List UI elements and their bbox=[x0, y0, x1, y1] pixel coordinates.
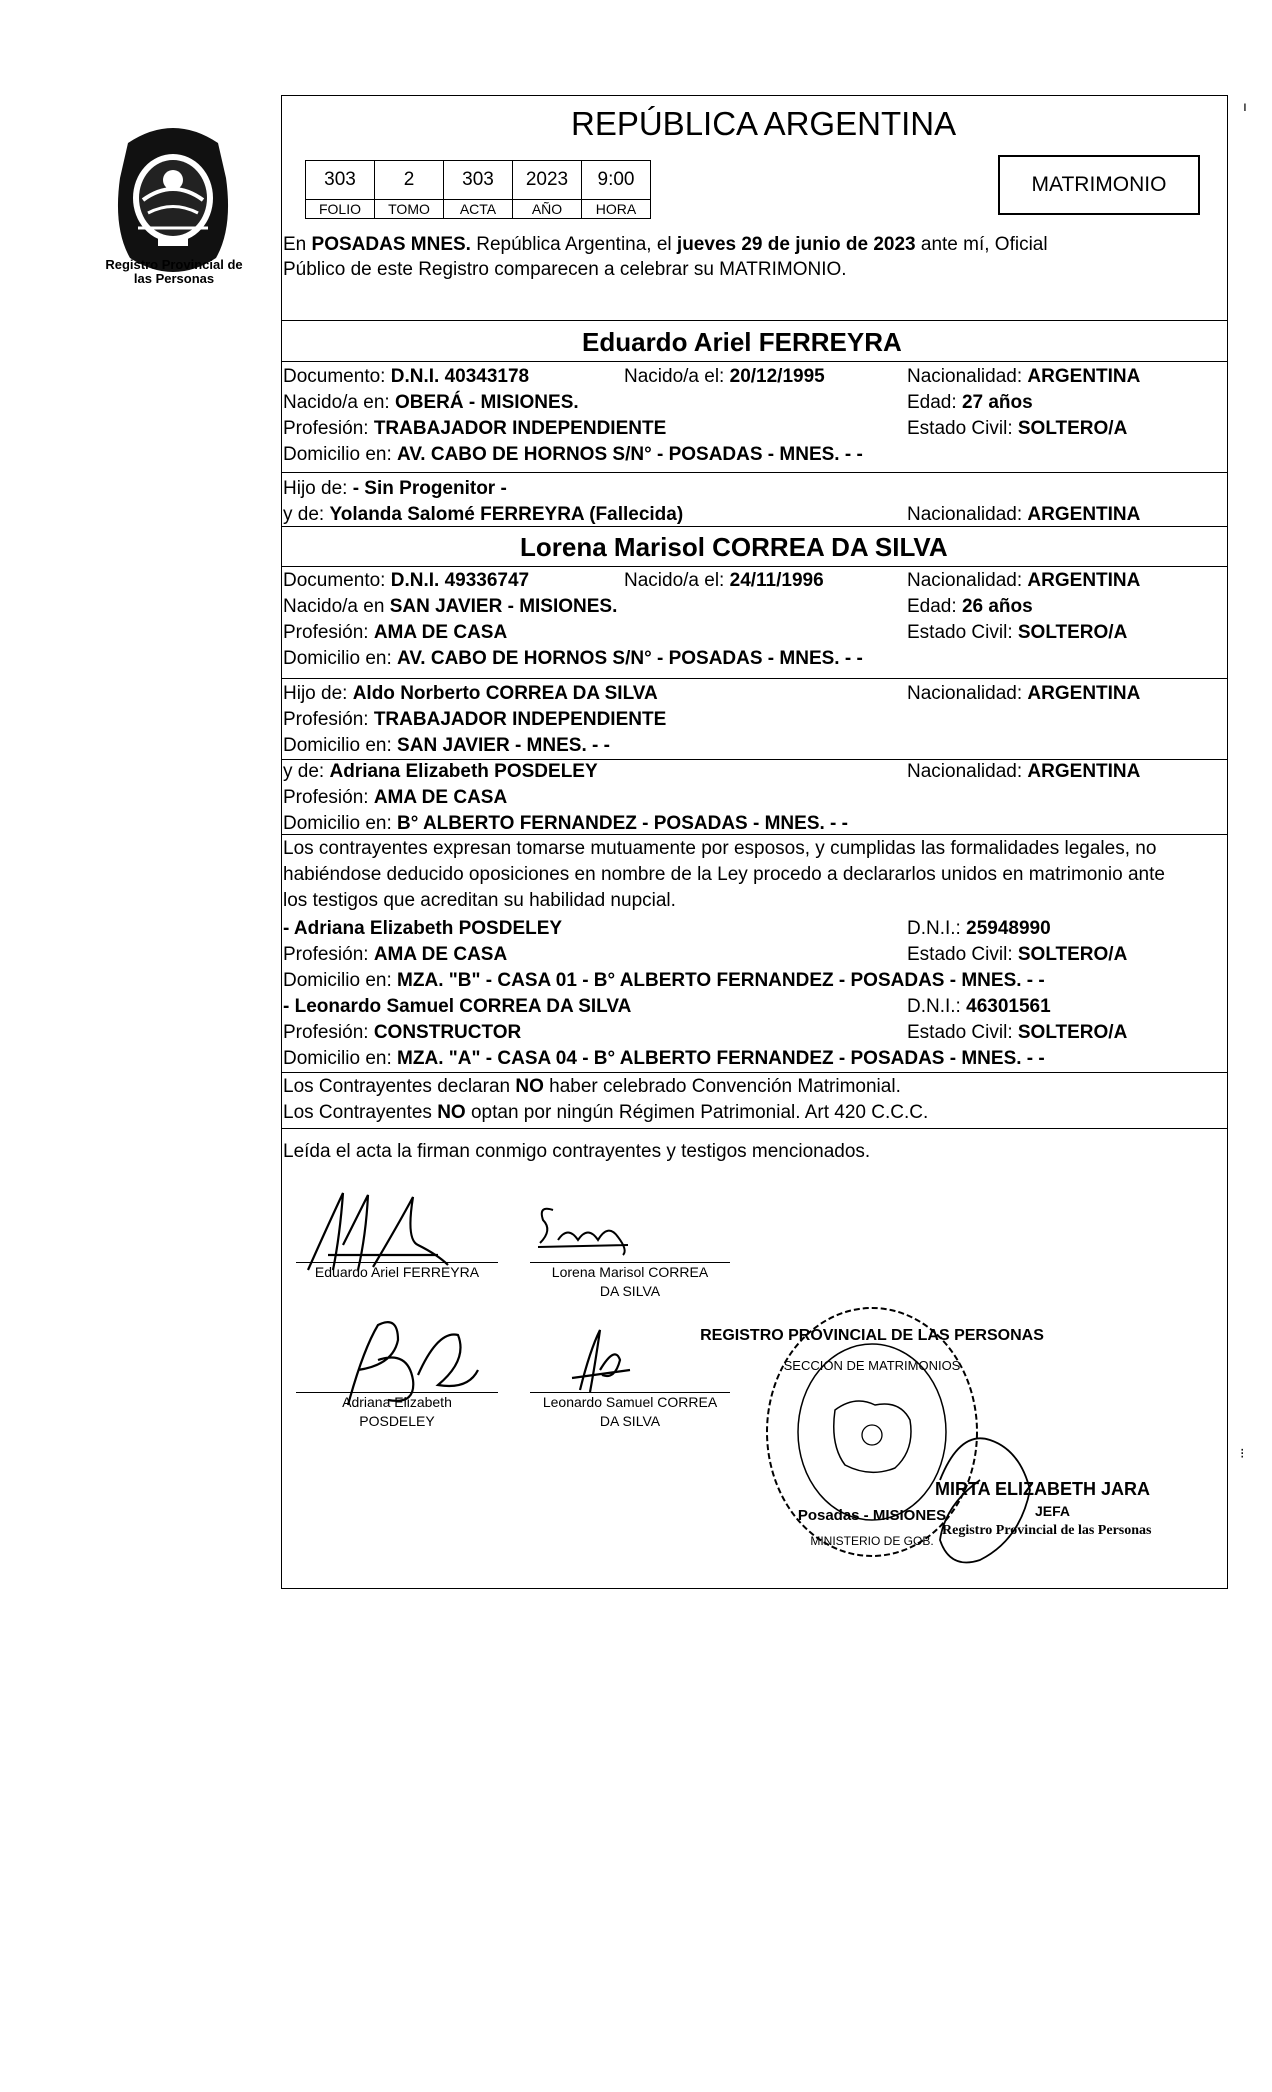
clause-convention: Los Contrayentes declaran NO haber celebrado Convención Matrimonial. bbox=[283, 1076, 901, 1097]
record-type-box: MATRIMONIO bbox=[998, 155, 1200, 215]
tomo-label: TOMO bbox=[375, 200, 444, 219]
stamp-bottom-text: Posadas - MISIONES bbox=[797, 1507, 947, 1524]
scan-mark: ı bbox=[1243, 98, 1247, 114]
groom-name: Eduardo Ariel FERREYRA bbox=[582, 327, 902, 357]
witness-2-civil-status: Estado Civil: SOLTERO/A bbox=[907, 1022, 1128, 1043]
folio-value: 303 bbox=[306, 161, 375, 200]
registry-table bbox=[305, 160, 651, 219]
witness-1-civil-status: Estado Civil: SOLTERO/A bbox=[907, 944, 1128, 965]
groom-mother: y de: Yolanda Salomé FERREYRA (Fallecida) bbox=[283, 504, 684, 525]
anio-label: AÑO bbox=[513, 200, 582, 219]
divider bbox=[281, 526, 1228, 527]
groom-civil-status: Estado Civil: SOLTERO/A bbox=[907, 418, 1128, 439]
bride-nationality: Nacionalidad: ARGENTINA bbox=[907, 570, 1141, 591]
stamp-inner-text: SECCION DE MATRIMONIOS bbox=[783, 1358, 961, 1373]
bride-father-profession: Profesión: TRABAJADOR INDEPENDIENTE bbox=[283, 709, 667, 730]
acta-value: 303 bbox=[444, 161, 513, 200]
divider bbox=[281, 566, 1228, 567]
bride-mother-nationality: Nacionalidad: ARGENTINA bbox=[907, 761, 1141, 782]
witness-2-address: Domicilio en: MZA. "A" - CASA 04 - B° ALBERTO FERNANDEZ - POSADAS - MNES. - - bbox=[283, 1048, 1045, 1069]
witness-1-signature-caption: Adriana Elizabeth POSDELEY bbox=[342, 1394, 452, 1429]
bride-father: Hijo de: Aldo Norberto CORREA DA SILVA bbox=[283, 683, 658, 704]
witness-2-name: - Leonardo Samuel CORREA DA SILVA bbox=[283, 996, 632, 1017]
witness-1-dni: D.N.I.: 25948990 bbox=[907, 918, 1051, 939]
witness-2-profession: Profesión: CONSTRUCTOR bbox=[283, 1022, 522, 1043]
bride-father-nationality: Nacionalidad: ARGENTINA bbox=[907, 683, 1141, 704]
folio-label: FOLIO bbox=[306, 200, 375, 219]
divider bbox=[281, 1128, 1228, 1129]
groom-address: Domicilio en: AV. CABO DE HORNOS S/N° - POSADAS - MNES. - - bbox=[283, 444, 863, 465]
tomo-value: 2 bbox=[375, 161, 444, 200]
declaration-line-3: los testigos que acreditan su habilidad nupcial. bbox=[283, 890, 676, 911]
bride-civil-status: Estado Civil: SOLTERO/A bbox=[907, 622, 1128, 643]
official-title: JEFA bbox=[1035, 1503, 1071, 1519]
bride-signature bbox=[528, 1195, 648, 1265]
groom-mother-nationality: Nacionalidad: ARGENTINA bbox=[907, 504, 1141, 525]
bride-document: Documento: D.N.I. 49336747 bbox=[283, 570, 530, 591]
witness-2-signature-caption: Leonardo Samuel CORREA DA SILVA bbox=[542, 1394, 718, 1429]
intro-line-1: En POSADAS MNES. República Argentina, el jueves 29 de junio de 2023 ante mí, Oficial bbox=[283, 234, 1048, 255]
groom-document: Documento: D.N.I. 40343178 bbox=[283, 366, 530, 387]
groom-father: Hijo de: - Sin Progenitor - bbox=[283, 478, 507, 499]
anio-value: 2023 bbox=[513, 161, 582, 200]
divider bbox=[281, 678, 1228, 679]
declaration-line-1: Los contrayentes expresan tomarse mutuamente por esposos, y cumplidas las formalidades legales, no bbox=[283, 838, 1157, 859]
bride-mother-address: Domicilio en: B° ALBERTO FERNANDEZ - POSADAS - MNES. - - bbox=[283, 813, 848, 834]
witness-2-dni: D.N.I.: 46301561 bbox=[907, 996, 1051, 1017]
closing-statement: Leída el acta la firman conmigo contrayentes y testigos mencionados. bbox=[283, 1141, 871, 1162]
hora-label: HORA bbox=[582, 200, 651, 219]
bride-address: Domicilio en: AV. CABO DE HORNOS S/N° - POSADAS - MNES. - - bbox=[283, 648, 863, 669]
divider bbox=[281, 320, 1228, 321]
groom-age: Edad: 27 años bbox=[907, 392, 1033, 413]
bride-birthdate: Nacido/a el: 24/11/1996 bbox=[624, 570, 824, 591]
groom-birthdate: Nacido/a el: 20/12/1995 bbox=[624, 366, 825, 387]
witness-1-profession: Profesión: AMA DE CASA bbox=[283, 944, 508, 965]
witness-2-signature bbox=[560, 1320, 640, 1400]
official-office: Registro Provincial de las Personas bbox=[942, 1523, 1152, 1538]
declaration-line-2: habiéndose deducido oposiciones en nombre de la Ley procedo a declararlos unidos en matrimonio ante bbox=[283, 864, 1165, 885]
bride-age: Edad: 26 años bbox=[907, 596, 1033, 617]
divider bbox=[281, 472, 1228, 473]
bride-signature-caption: Lorena Marisol CORREA DA SILVA bbox=[551, 1264, 709, 1299]
divider bbox=[281, 834, 1228, 835]
divider bbox=[281, 759, 1228, 760]
clause-regime: Los Contrayentes NO optan por ningún Régimen Patrimonial. Art 420 C.C.C. bbox=[283, 1102, 929, 1123]
divider bbox=[281, 361, 1228, 362]
groom-nationality: Nacionalidad: ARGENTINA bbox=[907, 366, 1141, 387]
stamp-ministry-text: MINISTERIO DE GOB. bbox=[810, 1534, 934, 1548]
bride-mother: y de: Adriana Elizabeth POSDELEY bbox=[283, 761, 598, 782]
groom-profession: Profesión: TRABAJADOR INDEPENDIENTE bbox=[283, 418, 667, 439]
witness-1-name: - Adriana Elizabeth POSDELEY bbox=[283, 918, 563, 939]
bride-birthplace: Nacido/a en SAN JAVIER - MISIONES. bbox=[283, 596, 618, 617]
intro-line-2: Público de este Registro comparecen a celebrar su MATRIMONIO. bbox=[283, 259, 847, 280]
official-name: MIRTA ELIZABETH JARA bbox=[935, 1479, 1150, 1499]
bride-father-address: Domicilio en: SAN JAVIER - MNES. - - bbox=[283, 735, 610, 756]
stamp-ring-text: REGISTRO PROVINCIAL DE LAS PERSONAS bbox=[700, 1327, 1044, 1344]
acta-label: ACTA bbox=[444, 200, 513, 219]
bride-profession: Profesión: AMA DE CASA bbox=[283, 622, 508, 643]
bride-name: Lorena Marisol CORREA DA SILVA bbox=[520, 532, 948, 562]
divider bbox=[281, 1072, 1228, 1073]
logo-caption: Registro Provincial de las Personas bbox=[105, 257, 243, 286]
hora-value: 9:00 bbox=[582, 161, 651, 200]
witness-1-address: Domicilio en: MZA. "B" - CASA 01 - B° ALBERTO FERNANDEZ - POSADAS - MNES. - - bbox=[283, 970, 1045, 991]
scan-mark: ⁝ bbox=[1240, 1445, 1245, 1461]
bride-mother-profession: Profesión: AMA DE CASA bbox=[283, 787, 508, 808]
groom-birthplace: Nacido/a en: OBERÁ - MISIONES. bbox=[283, 392, 579, 413]
country-title: REPÚBLICA ARGENTINA bbox=[571, 105, 957, 142]
groom-signature-caption: Eduardo Ariel FERREYRA bbox=[314, 1264, 480, 1280]
